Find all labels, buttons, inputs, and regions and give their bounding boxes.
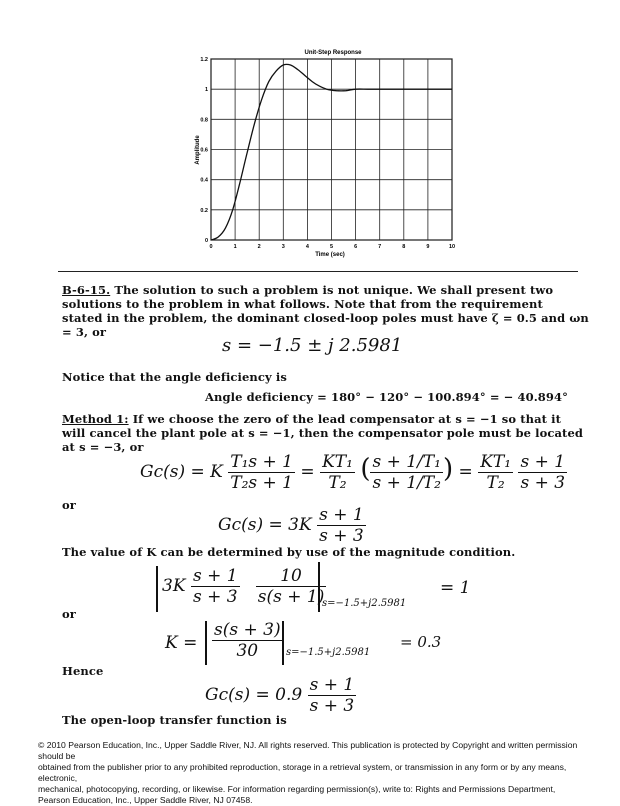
x-tick-label: 0 bbox=[209, 244, 213, 250]
eq-mag-frac-2 bbox=[256, 566, 327, 607]
x-tick-label: 4 bbox=[305, 244, 309, 250]
eq-gc-frac-3 bbox=[370, 452, 442, 493]
eq-final-frac bbox=[308, 675, 357, 716]
paren-open: ( bbox=[360, 454, 371, 484]
x-axis-label: Time (sec) bbox=[315, 252, 345, 258]
chart-title: Unit-Step Response bbox=[304, 50, 362, 56]
y-tick-label: 0.4 bbox=[200, 177, 208, 184]
x-tick-label: 6 bbox=[354, 244, 358, 250]
section-divider bbox=[58, 271, 578, 272]
value-of-k-text: The value of K can be determined by use of the magnitude condition. bbox=[62, 545, 516, 559]
x-tick-label: 1 bbox=[233, 244, 237, 250]
frac-den: T₂ bbox=[486, 473, 505, 493]
frac-num: s + 1 bbox=[309, 675, 355, 695]
footer-line-2: obtained from the publisher prior to any prohibited reproduction, storage in a retrieval system, or transmission in any form or by any means, electronic, bbox=[38, 762, 567, 783]
eq-dominant-poles: s = −1.5 ± j 2.5981 bbox=[222, 335, 403, 356]
frac-den: T₂ bbox=[328, 473, 347, 493]
y-tick-label: 1.2 bbox=[200, 57, 208, 63]
eq-magnitude-condition bbox=[162, 566, 326, 607]
eq-mag-rhs: = 1 bbox=[440, 578, 471, 598]
method-line-3: at s = −3, or bbox=[62, 440, 144, 454]
method-text-1: If we choose the zero of the lead compensator at s = −1 so that it bbox=[132, 412, 562, 426]
copyright-footer bbox=[38, 740, 598, 806]
x-tick-label: 10 bbox=[448, 244, 456, 250]
x-tick-label: 5 bbox=[329, 244, 334, 250]
eq-gc-frac-1 bbox=[228, 452, 295, 493]
y-tick-label: 0.8 bbox=[200, 117, 208, 124]
footer-line-4: Pearson Education, Inc., Upper Saddle River, NJ 07458. bbox=[38, 795, 253, 805]
eq-final-lhs: Gc(s) = 0.9 bbox=[205, 685, 303, 705]
eq-gc-frac-2 bbox=[320, 452, 355, 493]
eq-gc2-frac bbox=[317, 505, 366, 546]
problem-line-4: = 3, or bbox=[62, 325, 107, 339]
abs-bar-left bbox=[156, 566, 158, 612]
frac-den: s(s + 1) bbox=[257, 587, 325, 607]
frac-num: s + 1 bbox=[319, 505, 364, 525]
eq-k-sub: s=−1.5+j2.5981 bbox=[286, 647, 371, 658]
method-label: Method 1: bbox=[62, 412, 129, 426]
frac-den: s + 3 bbox=[309, 696, 355, 716]
problem-line-1 bbox=[62, 283, 553, 297]
angle-deficiency: Angle deficiency = 180° − 120° − 100.894° = − 40.894° bbox=[205, 390, 568, 404]
frac-den: T₂s + 1 bbox=[230, 473, 293, 493]
y-tick-label: 1 bbox=[204, 87, 208, 94]
footer-line-1: © 2010 Pearson Education, Inc., Upper Saddle River, NJ. All rights reserved. This publication is protected by Copyright and written permission should be bbox=[38, 740, 578, 761]
eq-sign: = bbox=[300, 462, 315, 482]
or-text-1: or bbox=[62, 498, 76, 512]
eq-k-rhs: = 0.3 bbox=[400, 633, 442, 651]
frac-num: s + 1/T₁ bbox=[372, 452, 441, 472]
eq-gc2-lhs: Gc(s) = 3K bbox=[218, 515, 312, 535]
x-tick-label: 2 bbox=[257, 244, 261, 250]
open-loop-text: The open-loop transfer function is bbox=[62, 713, 287, 727]
eq-mag-sub: s=−1.5+j2.5981 bbox=[322, 598, 407, 609]
eq-mag-frac-1 bbox=[191, 566, 240, 607]
frac-num: KT₁ bbox=[322, 452, 353, 472]
frac-num: s(s + 3) bbox=[214, 620, 281, 640]
eq-gc-frac-5 bbox=[518, 452, 567, 493]
eq-gc-frac-4 bbox=[478, 452, 513, 493]
frac-den: 30 bbox=[236, 641, 259, 661]
chart-grid bbox=[211, 59, 452, 240]
paren-close: ) bbox=[442, 454, 454, 484]
y-tick-label: 0 bbox=[204, 238, 208, 244]
eq-mag-k: 3K bbox=[162, 576, 186, 596]
x-tick-label: 9 bbox=[426, 244, 430, 250]
x-tick-label: 8 bbox=[402, 244, 406, 250]
method-line-2: will cancel the plant pole at s = −1, then the compensator pole must be located bbox=[62, 426, 583, 440]
frac-den: s + 3 bbox=[520, 473, 566, 493]
x-tick-label: 3 bbox=[281, 244, 285, 250]
problem-line-3: stated in the problem, the dominant closed-loop poles must have ζ = 0.5 and ωn bbox=[62, 311, 589, 325]
method-line-1 bbox=[62, 412, 561, 426]
frac-den: s + 3 bbox=[319, 526, 364, 546]
frac-num: 10 bbox=[256, 566, 327, 587]
problem-text-1: The solution to such a problem is not unique. We shall present two bbox=[114, 283, 554, 297]
eq-k-lhs: K = bbox=[165, 633, 198, 653]
y-tick-label: 0.6 bbox=[200, 147, 208, 154]
frac-num: T₁s + 1 bbox=[230, 452, 293, 472]
eq-final-compensator bbox=[205, 675, 356, 716]
abs-bar-right bbox=[318, 562, 320, 612]
notice-text: Notice that the angle deficiency is bbox=[62, 370, 287, 384]
eq-k-frac-wrap bbox=[212, 620, 283, 661]
step-response-chart bbox=[0, 0, 620, 270]
chart-ticks bbox=[200, 57, 455, 250]
abs-bar-k-left bbox=[205, 621, 207, 665]
eq-compensator-3k bbox=[218, 505, 366, 546]
frac-num: s + 1 bbox=[520, 452, 566, 472]
y-axis-label: Amplitude bbox=[195, 135, 201, 165]
frac-den: s + 1/T₂ bbox=[372, 473, 441, 493]
abs-bar-k-right bbox=[282, 621, 284, 665]
frac-num: s + 1 bbox=[192, 566, 238, 586]
y-tick-label: 0.2 bbox=[200, 207, 208, 214]
x-tick-label: 7 bbox=[378, 244, 382, 250]
eq-compensator bbox=[140, 452, 567, 493]
frac-den: s + 3 bbox=[192, 587, 238, 607]
problem-line-2: solutions to the problem in what follows. Note that from the requirement bbox=[62, 297, 543, 311]
or-text-2: or bbox=[62, 607, 76, 621]
problem-label: B-6-15. bbox=[62, 283, 111, 297]
eq-gc-lhs: Gc(s) = K bbox=[140, 462, 223, 482]
frac-num: KT₁ bbox=[480, 452, 512, 472]
eq-sign: = bbox=[458, 462, 473, 482]
footer-line-3: mechanical, photocopying, recording, or likewise. For information regarding permission(s), write to: Rights and Permissions Department, bbox=[38, 784, 556, 794]
eq-k-frac bbox=[212, 620, 283, 661]
hence-text: Hence bbox=[62, 664, 104, 678]
